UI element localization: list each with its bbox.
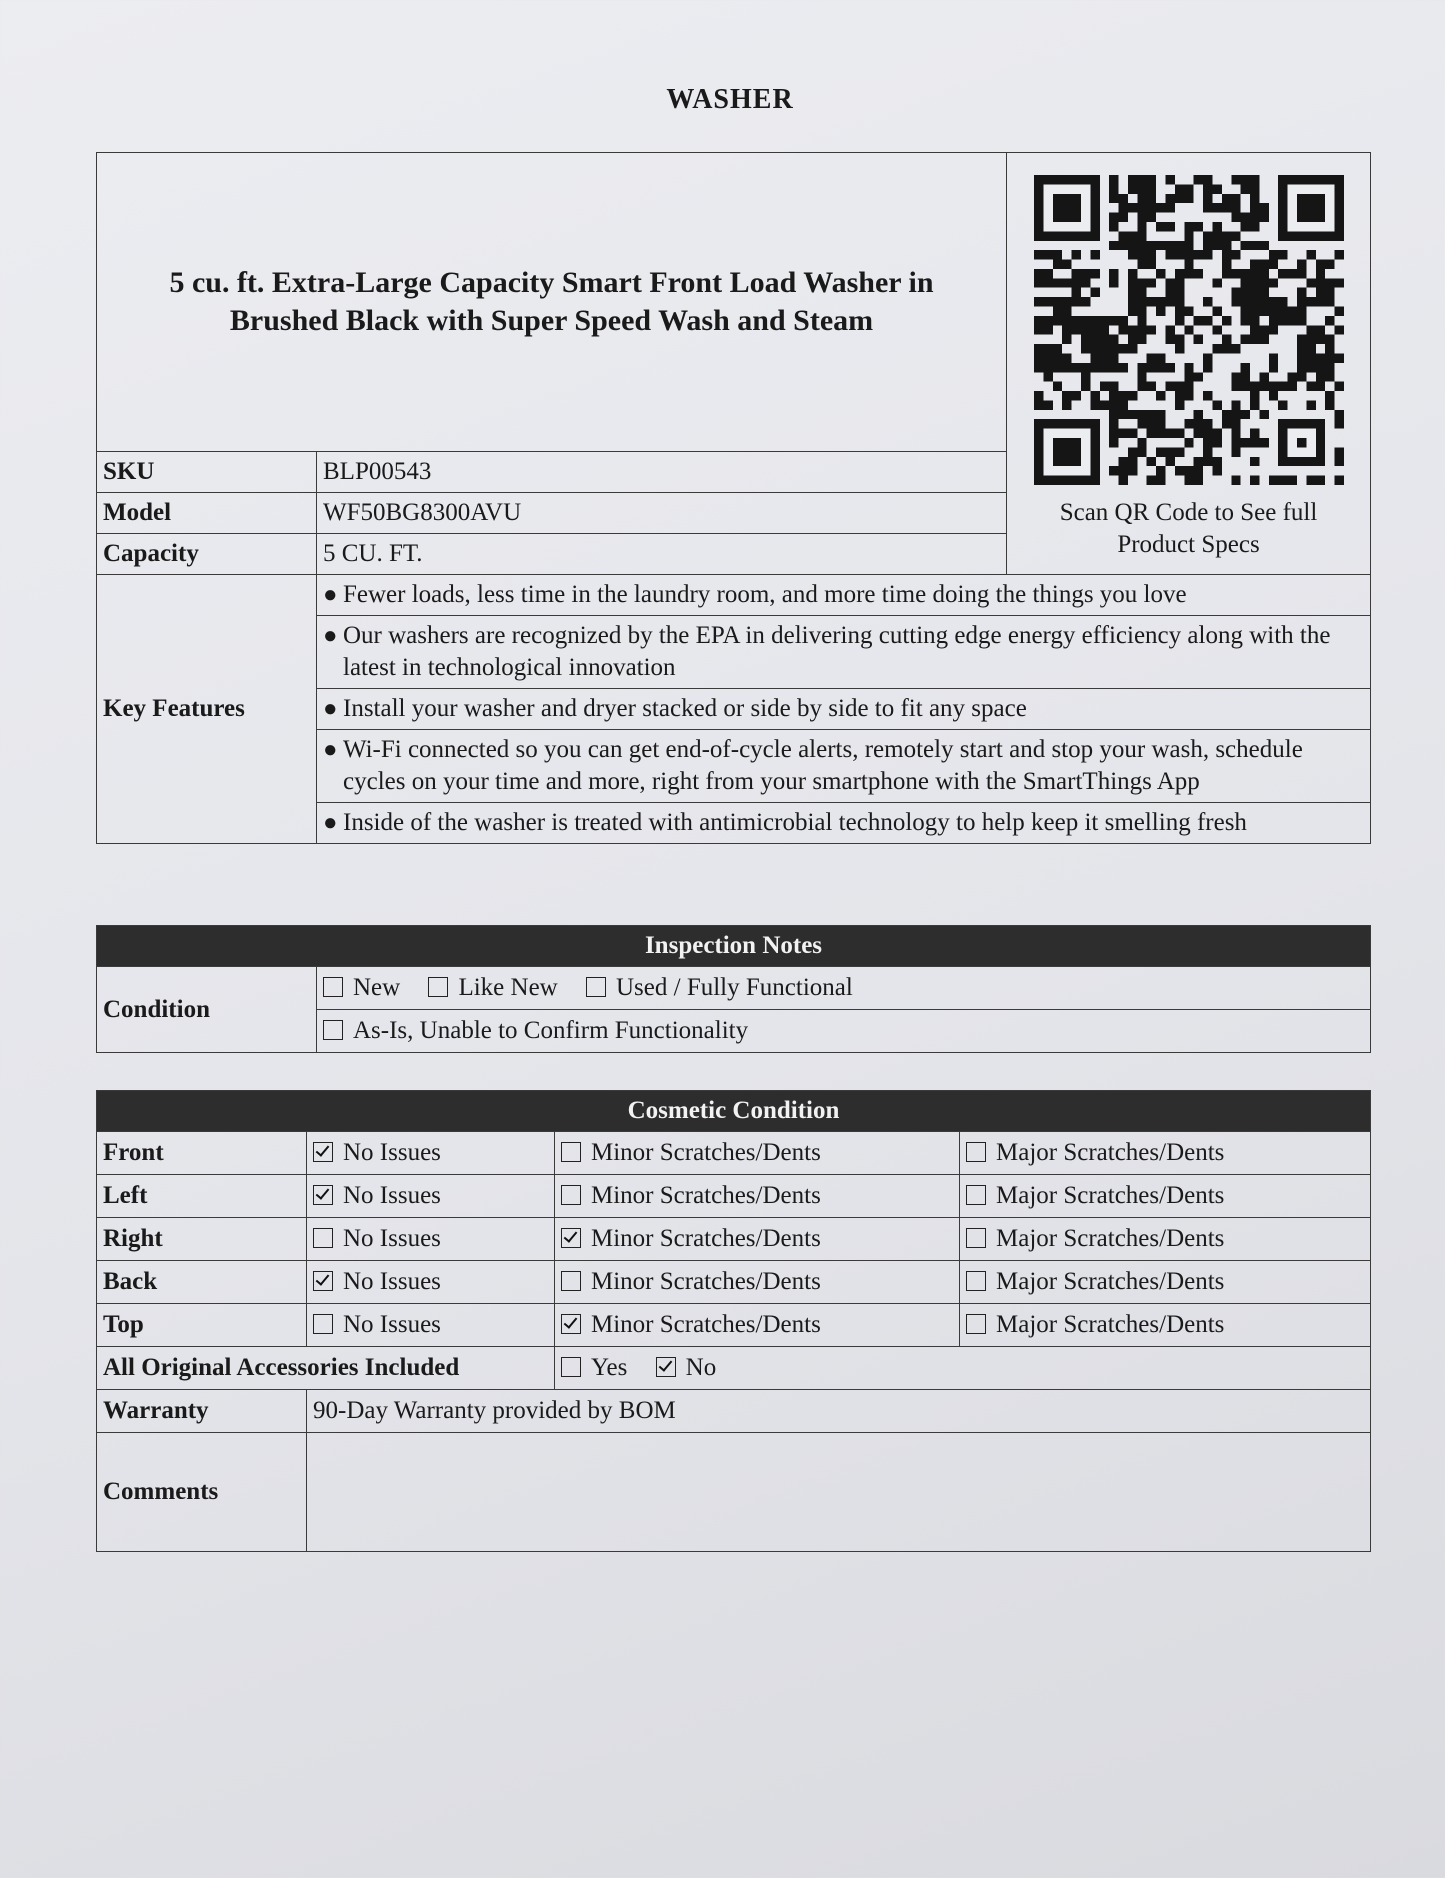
option-label: Major Scratches/Dents: [996, 1182, 1225, 1209]
checkbox-icon[interactable]: [656, 1357, 676, 1377]
cosmetic-no-issues-option[interactable]: [307, 1218, 555, 1261]
condition-as-is-option[interactable]: [323, 1017, 748, 1044]
cosmetic-minor-option[interactable]: [555, 1304, 960, 1347]
qr-caption-line2: Product Specs: [1117, 531, 1260, 558]
model-value: WF50BG8300AVU: [317, 493, 1007, 534]
feature-item: ● Fewer loads, less time in the laundry room, and more time doing the things you love: [317, 575, 1371, 616]
option-label: No Issues: [343, 1139, 441, 1166]
cosmetic-side-label: Left: [97, 1175, 307, 1218]
option-label: Major Scratches/Dents: [996, 1139, 1225, 1166]
inspection-header: Inspection Notes: [97, 926, 1371, 967]
cosmetic-major-option[interactable]: [960, 1304, 1371, 1347]
option-label: Major Scratches/Dents: [996, 1225, 1225, 1252]
feature-text: Wi-Fi connected so you can get end-of-cycle alerts, remotely start and stop your wash, schedule cycles on your time and more, right from your smartphone with the SmartThings App: [343, 736, 1303, 795]
cosmetic-major-option[interactable]: [960, 1218, 1371, 1261]
comments-label: Comments: [97, 1433, 307, 1552]
feature-item: ● Our washers are recognized by the EPA in delivering cutting edge energy efficiency along with the latest in technological innovation: [317, 616, 1371, 689]
checkbox-icon[interactable]: [313, 1185, 333, 1205]
product-name: [97, 153, 1007, 452]
checkbox-icon[interactable]: [313, 1228, 333, 1248]
product-table: [96, 152, 1371, 844]
cosmetic-header: Cosmetic Condition: [97, 1091, 1371, 1132]
cosmetic-side-label: Front: [97, 1132, 307, 1175]
option-label: Major Scratches/Dents: [996, 1311, 1225, 1338]
option-label: No Issues: [343, 1268, 441, 1295]
checkbox-icon[interactable]: [561, 1228, 581, 1248]
checkbox-icon[interactable]: [313, 1314, 333, 1334]
option-label: New: [353, 974, 401, 1001]
checkbox-icon[interactable]: [966, 1314, 986, 1334]
cosmetic-row-back: [97, 1261, 1371, 1304]
capacity-value: 5 CU. FT.: [317, 534, 1007, 575]
accessories-yes-option[interactable]: [561, 1354, 627, 1381]
cosmetic-minor-option[interactable]: [555, 1218, 960, 1261]
accessories-label: All Original Accessories Included: [97, 1347, 555, 1390]
warranty-label: Warranty: [97, 1390, 307, 1433]
cosmetic-minor-option[interactable]: [555, 1261, 960, 1304]
condition-new-option[interactable]: [323, 974, 400, 1001]
option-label: As-Is, Unable to Confirm Functionality: [353, 1017, 749, 1044]
cosmetic-no-issues-option[interactable]: [307, 1175, 555, 1218]
product-name-line2: Brushed Black with Super Speed Wash and Steam: [229, 304, 874, 337]
cosmetic-side-label: Right: [97, 1218, 307, 1261]
cosmetic-no-issues-option[interactable]: [307, 1261, 555, 1304]
cosmetic-minor-option[interactable]: [555, 1175, 960, 1218]
checkbox-icon[interactable]: [966, 1271, 986, 1291]
cosmetic-major-option[interactable]: [960, 1261, 1371, 1304]
cosmetic-side-label: Top: [97, 1304, 307, 1347]
cosmetic-major-option[interactable]: [960, 1175, 1371, 1218]
cosmetic-table: [96, 1090, 1371, 1552]
option-label: Minor Scratches/Dents: [591, 1139, 821, 1166]
feature-text: Inside of the washer is treated with antimicrobial technology to help keep it smelling fresh: [343, 809, 1247, 836]
option-label: Minor Scratches/Dents: [591, 1268, 821, 1295]
checkbox-icon[interactable]: [561, 1142, 581, 1162]
option-label: Like New: [458, 974, 558, 1001]
comments-field[interactable]: [307, 1433, 1371, 1552]
document-title: WASHER: [666, 84, 794, 115]
checkbox-icon[interactable]: [561, 1357, 581, 1377]
feature-item: ● Install your washer and dryer stacked or side by side to fit any space: [317, 689, 1371, 730]
condition-options-row: [317, 967, 1371, 1010]
accessories-options: [555, 1347, 1371, 1390]
checkbox-icon[interactable]: [586, 977, 606, 997]
cosmetic-side-label: Back: [97, 1261, 307, 1304]
option-label: Minor Scratches/Dents: [591, 1311, 821, 1338]
checkbox-icon[interactable]: [561, 1314, 581, 1334]
feature-text: Fewer loads, less time in the laundry room, and more time doing the things you love: [343, 581, 1187, 608]
cosmetic-row-right: [97, 1218, 1371, 1261]
condition-like-new-option[interactable]: [428, 974, 557, 1001]
option-label: Major Scratches/Dents: [996, 1268, 1225, 1295]
checkbox-icon[interactable]: [966, 1142, 986, 1162]
option-label: Minor Scratches/Dents: [591, 1225, 821, 1252]
qr-caption: [1017, 497, 1360, 561]
condition-label: Condition: [97, 967, 317, 1053]
sku-value: BLP00543: [317, 452, 1007, 493]
sku-label: SKU: [97, 452, 317, 493]
option-label: No Issues: [343, 1311, 441, 1338]
checkbox-icon[interactable]: [323, 977, 343, 997]
condition-options-row: [317, 1010, 1371, 1053]
accessories-no-option[interactable]: [656, 1354, 717, 1381]
feature-text: Install your washer and dryer stacked or side by side to fit any space: [343, 695, 1027, 722]
checkbox-icon[interactable]: [561, 1185, 581, 1205]
checkbox-icon[interactable]: [966, 1185, 986, 1205]
cosmetic-row-front: [97, 1132, 1371, 1175]
checkbox-icon[interactable]: [323, 1020, 343, 1040]
condition-used-option[interactable]: [586, 974, 853, 1001]
feature-item: ● Wi-Fi connected so you can get end-of-cycle alerts, remotely start and stop your wash, schedule cycles on your time and more, right from your smartphone with the SmartThings App: [317, 730, 1371, 803]
model-label: Model: [97, 493, 317, 534]
checkbox-icon[interactable]: [561, 1271, 581, 1291]
cosmetic-row-top: [97, 1304, 1371, 1347]
inspection-table: [96, 925, 1371, 1053]
product-name-line1: 5 cu. ft. Extra-Large Capacity Smart Front Load Washer in: [169, 266, 934, 299]
option-label: Used / Fully Functional: [616, 974, 853, 1001]
option-label: No Issues: [343, 1225, 441, 1252]
cosmetic-no-issues-option[interactable]: [307, 1304, 555, 1347]
checkbox-icon[interactable]: [966, 1228, 986, 1248]
option-label: Minor Scratches/Dents: [591, 1182, 821, 1209]
qr-caption-line1: Scan QR Code to See full: [1059, 499, 1318, 526]
cosmetic-minor-option[interactable]: [555, 1132, 960, 1175]
feature-item: ● Inside of the washer is treated with antimicrobial technology to help keep it smelling fresh: [317, 803, 1371, 844]
qr-code-icon: [1034, 175, 1344, 485]
checkbox-icon[interactable]: [313, 1271, 333, 1291]
option-label: Yes: [591, 1354, 628, 1381]
option-label: No Issues: [343, 1182, 441, 1209]
cosmetic-major-option[interactable]: [960, 1132, 1371, 1175]
option-label: No: [685, 1354, 717, 1381]
cosmetic-row-left: [97, 1175, 1371, 1218]
checkbox-icon[interactable]: [313, 1142, 333, 1162]
checkbox-icon[interactable]: [428, 977, 448, 997]
qr-cell: [1007, 153, 1371, 575]
key-features-label: Key Features: [97, 575, 317, 844]
cosmetic-no-issues-option[interactable]: [307, 1132, 555, 1175]
feature-text: Our washers are recognized by the EPA in delivering cutting edge energy efficiency along with the latest in technological innovation: [343, 622, 1331, 681]
warranty-value: 90-Day Warranty provided by BOM: [307, 1390, 1371, 1433]
capacity-label: Capacity: [97, 534, 317, 575]
